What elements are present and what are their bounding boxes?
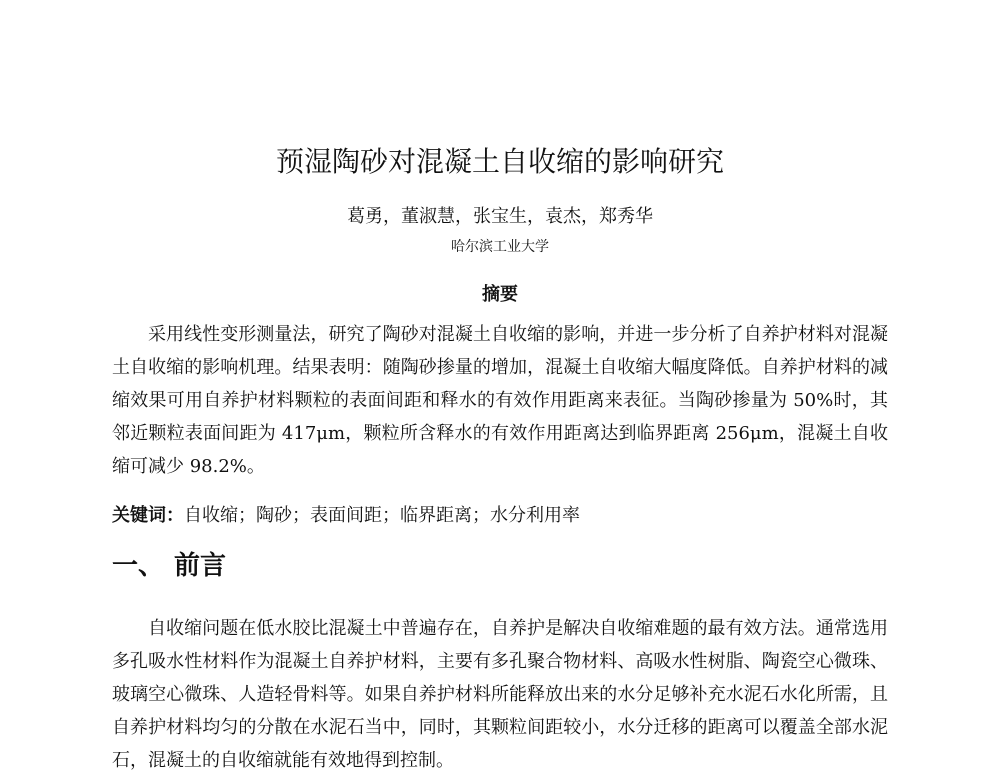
affiliation: 哈尔滨工业大学	[451, 239, 549, 255]
section-title: 前言	[174, 551, 227, 581]
keywords-label: 关键词：	[112, 505, 184, 526]
section-number: 一、	[112, 551, 165, 581]
introduction-paragraph: 自收缩问题在低水胶比混凝土中普遍存在，自养护是解决自收缩难题的最有效方法。通常选用多孔吸水性材料作为混凝土自养护材料，主要有多孔聚合物材料、高吸水性树脂、陶瓷空心微珠、玻璃空心微珠、人造轻骨料等。如果自养护材料所能释放出来的水分足够补充水泥石水化所需，且自养护材料均匀的分散在水泥石当中，同时，其颗粒间距较小，水分迁移的距离可以覆盖全部水泥石，混凝土的自收缩就能有效地得到控制。	[112, 618, 888, 771]
keywords	[112, 502, 888, 530]
abstract-text: 采用线性变形测量法，研究了陶砂对混凝土自收缩的影响，并进一步分析了自养护材料对混凝土自收缩的影响机理。结果表明：随陶砂掺量的增加，混凝土自收缩大幅度降低。自养护材料的减缩效果可用自养护材料颗粒的表面间距和释水的有效作用距离来表征。当陶砂掺量为 50%时，其邻近颗粒表面间距为 417μm，颗粒所含释水的有效作用距离达到临界距离 256μm，混凝土自收缩可减少 98.2%。	[112, 324, 888, 477]
keywords-text: 自收缩；陶砂；表面间距；临界距离；水分利用率	[184, 505, 580, 526]
abstract-heading: 摘要	[482, 284, 518, 305]
section-heading-introduction	[112, 548, 226, 584]
paper-title: 预湿陶砂对混凝土自收缩的影响研究	[275, 145, 724, 178]
author-list: 葛勇，董淑慧，张宝生，袁杰，郑秀华	[347, 206, 653, 227]
